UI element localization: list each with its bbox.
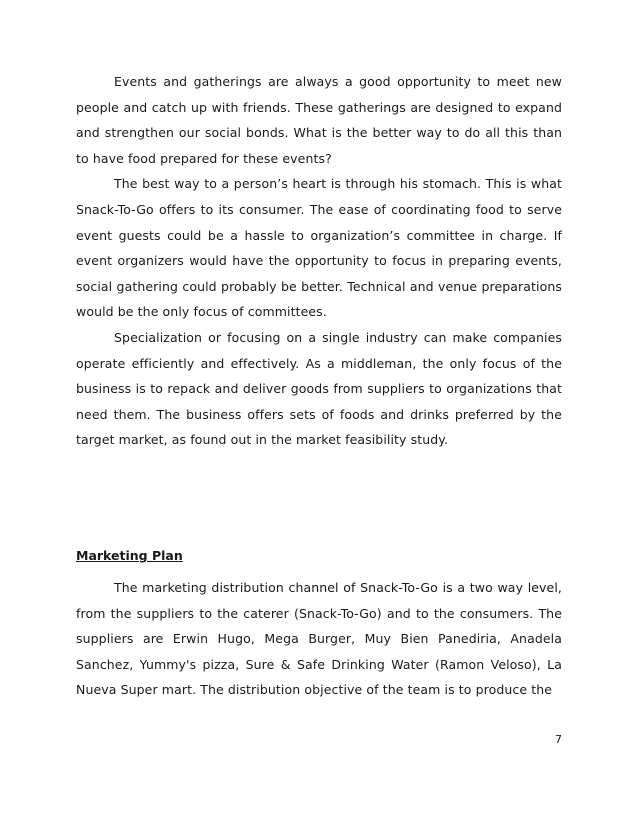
paragraph-heart: The best way to a person’s heart is through his stomach. This is what Snack-To-Go offers to its consumer. The ease of coordinating food to serve event guests could be a hassle to organization’s committee in charge. If event organizers would have the opportunity to focus in preparing events, social gathering could probably be better. Technical and venue preparations would be the only focus of committees. <box>76 176 562 320</box>
paragraph-specialization: Specialization or focusing on a single industry can make companies operate efficiently and effectively. As a middleman, the only focus of the business is to repack and deliver goods from suppliers to organizations that need them. The business offers sets of foods and drinks preferred by the target market, as found out in the market feasibility study. <box>76 329 562 448</box>
page-number: 7 <box>555 733 562 746</box>
document-body <box>76 69 562 453</box>
paragraph-distribution: The marketing distribution channel of Snack-To-Go is a two way level, from the suppliers to the caterer (Snack-To-Go) and to the consumers. The suppliers are Erwin Hugo, Mega Burger, Muy Bien Panediria, Anadela Sanchez, Yummy's pizza, Sure & Safe Drinking Water (Ramon Veloso), La Nueva Super mart. The distribution objective of the team is to produce the <box>76 580 562 698</box>
section-heading-marketing-plan: Marketing Plan <box>76 548 183 563</box>
paragraph-events: Events and gatherings are always a good opportunity to meet new people and catch up with friends. These gatherings are designed to expand and strengthen our social bonds. What is the better way to do all this than to have food prepared for these events? <box>76 74 562 166</box>
marketing-plan-body <box>76 575 562 703</box>
